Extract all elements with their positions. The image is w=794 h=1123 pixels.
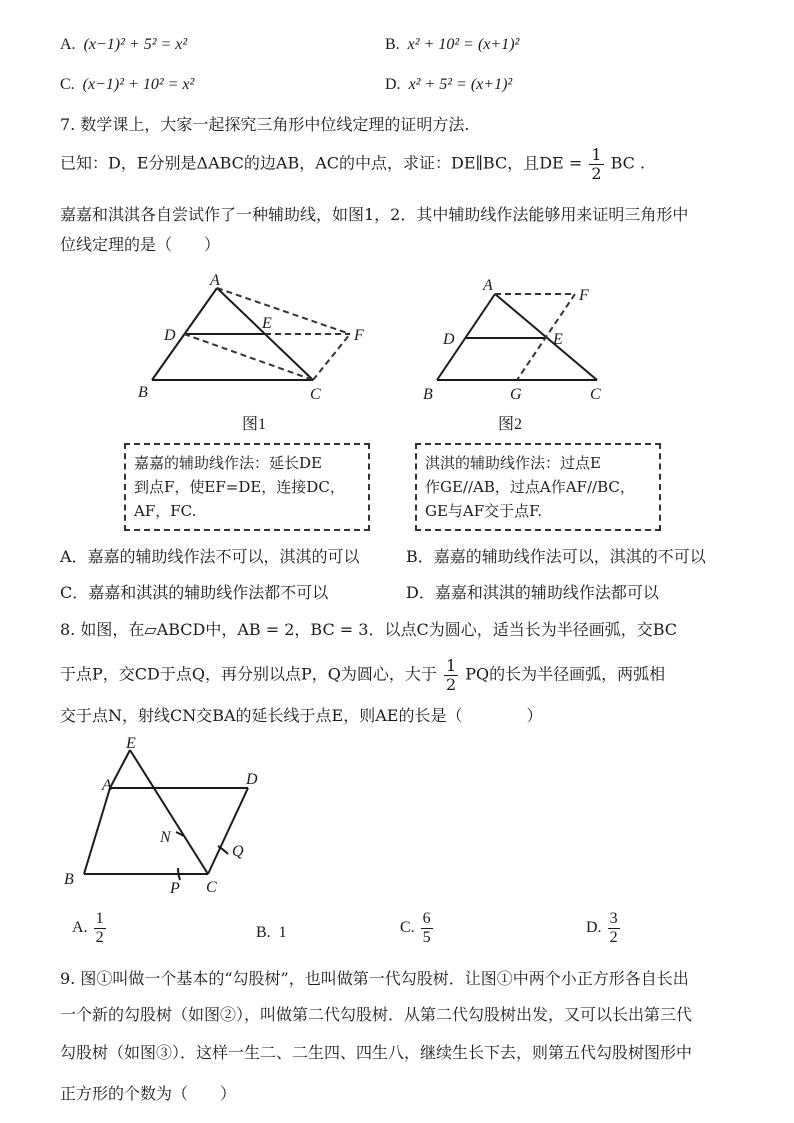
q8-label-d: D — [246, 771, 258, 788]
q8-label-n: N — [160, 829, 171, 846]
q8-option-a[interactable]: A. $\frac{1}{2}$ — [72, 910, 104, 946]
fig2-label-b: B — [423, 386, 433, 403]
fig2-label-a: A — [483, 277, 493, 294]
q8-label-c: C — [206, 879, 217, 896]
fig1-label-d: D — [164, 327, 176, 344]
fig1-label-f: F — [354, 327, 364, 344]
q8-line2: 于点P，交CD于点Q，再分别以点P，Q为圆心，大于 $\frac{1}{2}$ PQ的长为半径画弧，两弧相 — [60, 656, 666, 694]
fig1-segment-af — [217, 288, 350, 334]
q8-option-b[interactable]: B. 1 — [256, 924, 287, 941]
q9-line4: 正方形的个数为（ ） — [60, 1084, 237, 1103]
fig1-label-a: A — [210, 272, 220, 289]
q7-given: 已知：D，E分别是ΔABC的边AB，AC的中点，求证：DE∥BC，且DE = $\frac{1}{2}$ BC . — [60, 145, 646, 183]
q7-option-c[interactable]: C．嘉嘉和淇淇的辅助线作法都不可以 — [60, 583, 329, 602]
q7-line4: 位线定理的是（ ） — [60, 235, 221, 254]
fig1-segment-dc — [184, 334, 313, 380]
q6-option-d[interactable]: D. x² + 5² = (x+1)² — [385, 76, 513, 93]
q7-option-a[interactable]: A．嘉嘉的辅助线作法不可以，淇淇的可以 — [60, 547, 360, 566]
q8-label-q: Q — [232, 843, 244, 860]
q8-label-a: A — [102, 777, 112, 794]
q8-option-d[interactable]: D. $\frac{3}{2}$ — [586, 910, 618, 946]
q8-line1: 8. 如图，在▱ABCD中，AB = 2，BC = 3．以点C为圆心，适当长为半径画弧，交BC — [60, 620, 678, 639]
q8-option-d-fraction: $\frac{3}{2}$ — [609, 910, 618, 946]
fig2-label-c: C — [590, 386, 601, 403]
figure-2 — [415, 272, 615, 412]
q8-ray-ce — [130, 750, 208, 874]
q6-option-b[interactable]: B. x² + 10² = (x+1)² — [385, 36, 520, 53]
q7-fraction: $\frac{1}{2}$ — [591, 145, 602, 183]
q9-line2: 一个新的勾股树（如图②），叫做第二代勾股树．从第二代勾股树出发，又可以长出第三代 — [60, 1005, 693, 1024]
q7-stem: 7. 数学课上，大家一起探究三角形中位线定理的证明方法. — [60, 115, 470, 134]
qiqi-method-box: 淇淇的辅助线作法：过点E 作GE//AB，过点A作AF//BC， GE与AF交于点F. — [415, 443, 661, 531]
fig1-caption: 图1 — [242, 416, 267, 433]
figure-1 — [130, 272, 380, 412]
q9-line1: 9. 图①叫做一个基本的“勾股树”，也叫做第一代勾股树．让图①中两个小正方形各自长出 — [60, 969, 689, 988]
q8-label-e: E — [126, 735, 136, 752]
q8-option-c-fraction: $\frac{6}{5}$ — [422, 910, 431, 946]
fig1-label-e: E — [262, 315, 272, 332]
q8-label-p: P — [170, 880, 180, 897]
q7-option-d[interactable]: D．嘉嘉和淇淇的辅助线作法都可以 — [406, 583, 659, 602]
fig1-label-b: B — [138, 384, 148, 401]
fig2-label-f: F — [579, 287, 589, 304]
q8-line3: 交于点N，射线CN交BA的延长线于点E，则AE的长是（ ） — [60, 706, 543, 725]
q9-line3: 勾股树（如图③）．这样一生二、二生四、四生八，继续生长下去，则第五代勾股树图形中 — [60, 1043, 693, 1062]
q8-option-a-fraction: $\frac{1}{2}$ — [95, 910, 104, 946]
q8-figure — [58, 734, 288, 899]
q8-ext-ae — [110, 750, 130, 788]
fig1-label-c: C — [310, 386, 321, 403]
fig2-caption: 图2 — [498, 416, 523, 433]
fig2-label-d: D — [443, 331, 455, 348]
q8-fraction: $\frac{1}{2}$ — [445, 656, 457, 694]
fig1-segment-fc — [313, 334, 350, 380]
q7-line3: 嘉嘉和淇淇各自尝试作了一种辅助线，如图1，2．其中辅助线作法能够用来证明三角形中 — [60, 205, 689, 224]
q8-side-ab — [84, 788, 110, 874]
q8-label-b: B — [64, 871, 74, 888]
q8-option-c[interactable]: C. $\frac{6}{5}$ — [400, 910, 431, 946]
q8-side-cd — [208, 788, 248, 874]
fig2-label-g: G — [510, 386, 522, 403]
q7-option-b[interactable]: B．嘉嘉的辅助线作法可以，淇淇的不可以 — [406, 547, 706, 566]
jiajia-method-box: 嘉嘉的辅助线作法：延长DE 到点F，使EF=DE，连接DC， AF，FC. — [124, 443, 370, 531]
q6-option-c[interactable]: C. (x−1)² + 10² = x² — [60, 76, 195, 93]
fig2-label-e: E — [553, 331, 563, 348]
q6-option-a[interactable]: A. (x−1)² + 5² = x² — [60, 36, 188, 53]
